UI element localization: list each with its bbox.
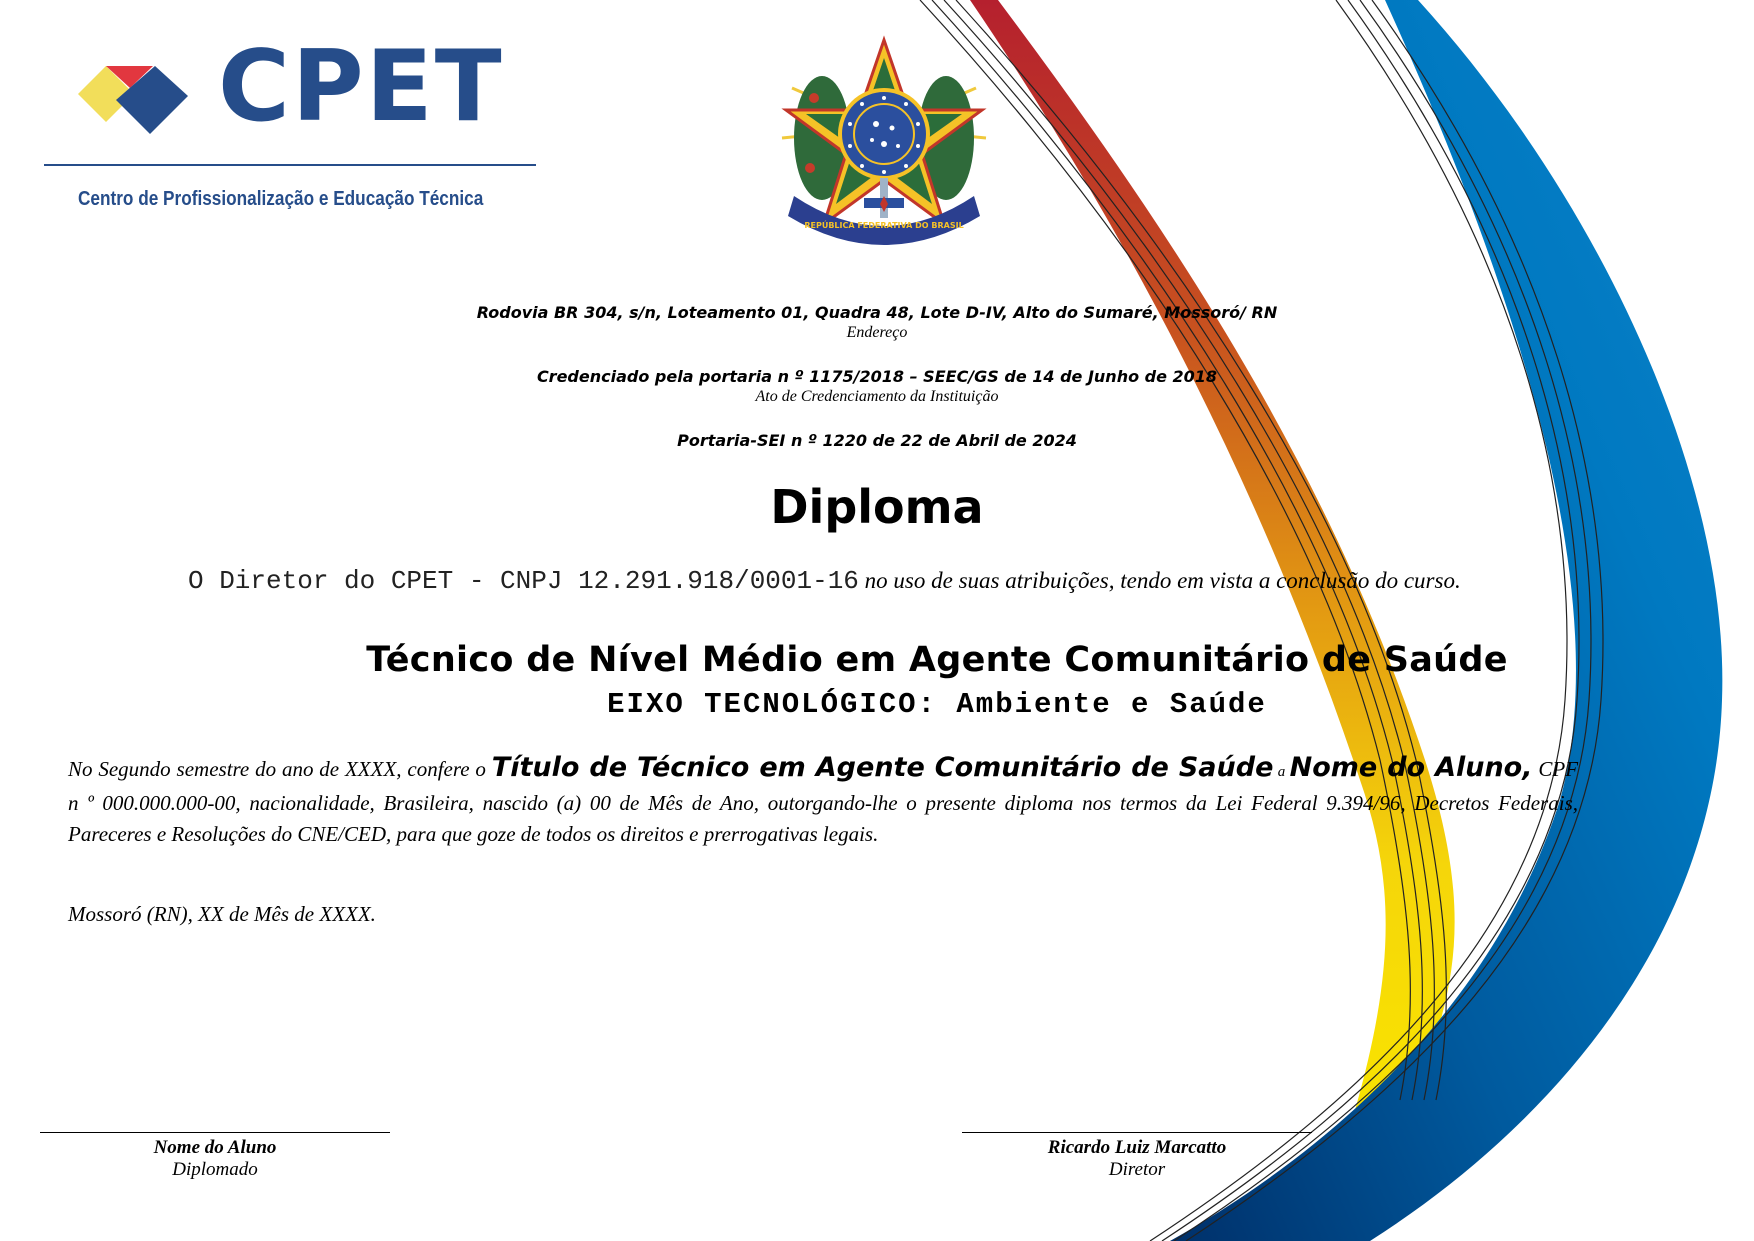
director-cnpj: O Diretor do CPET - CNPJ 12.291.918/0001-16	[188, 566, 859, 596]
conferral-connector: a	[1273, 764, 1290, 780]
address-text: Rodovia BR 304, s/n, Loteamento 01, Quadra 48, Lote D-IV, Alto do Sumaré, Mossoró/ RN	[476, 303, 1278, 322]
signature-line	[962, 1132, 1312, 1133]
director-purpose: no uso de suas atribuições, tendo em vista a conclusão do curso.	[858, 568, 1461, 593]
title-conferred: Título de Técnico em Agente Comunitário de Saúde	[491, 752, 1274, 783]
conferral-paragraph	[68, 752, 1578, 850]
ordinance-text: Portaria-SEI n º 1220 de 22 de Abril de 2024	[677, 431, 1077, 450]
signature-student	[40, 1132, 390, 1181]
brazil-coat-of-arms-icon	[772, 28, 996, 250]
signature-name: Ricardo Luiz Marcatto	[1047, 1137, 1227, 1158]
arms-ribbon-text: REPÚBLICA FEDERATIVA DO BRASIL	[804, 221, 964, 230]
signature-director	[962, 1132, 1312, 1181]
signature-role: Diretor	[1108, 1159, 1166, 1180]
signature-name: Nome do Aluno	[153, 1137, 277, 1158]
course-axis: EIXO TECNOLÓGICO: Ambiente e Saúde	[607, 688, 1267, 721]
diploma-title: Diploma	[770, 480, 984, 534]
logo-subtitle: Centro de Profissionalização e Educação Técnica	[78, 188, 484, 210]
cpet-logo	[78, 30, 538, 212]
address-caption: Endereço	[846, 324, 908, 341]
student-name: Nome do Aluno,	[1289, 752, 1533, 783]
accreditation-caption: Ato de Credenciamento da Instituição	[755, 388, 999, 405]
logo-divider	[44, 164, 536, 166]
conferral-intro: No Segundo semestre do ano de XXXX, confere o	[68, 757, 492, 781]
director-statement	[188, 566, 1461, 596]
accreditation-text: Credenciado pela portaria n º 1175/2018 – SEEC/GS de 14 de Junho de 2018	[536, 367, 1218, 386]
course-name: Técnico de Nível Médio em Agente Comunitário de Saúde	[366, 640, 1508, 680]
cpet-diamond-icon	[78, 56, 188, 136]
cpet-wordmark: CPET	[218, 30, 504, 144]
signature-role: Diplomado	[172, 1159, 258, 1180]
conferral-details: CPF n º 000.000.000-00, nacionalidade, Brasileira, nascido (a) 00 de Mês de Ano, outorgando-lhe o presente diploma nos termos da Lei Federal 9.394/96, Decretos Federais, Pareceres e Resoluções do CNE/CED, para que goze de todos os direitos e prerrogativas legais.	[68, 757, 1579, 846]
place-date: Mossoró (RN), XX de Mês de XXXX.	[68, 902, 376, 926]
signature-line	[40, 1132, 390, 1133]
